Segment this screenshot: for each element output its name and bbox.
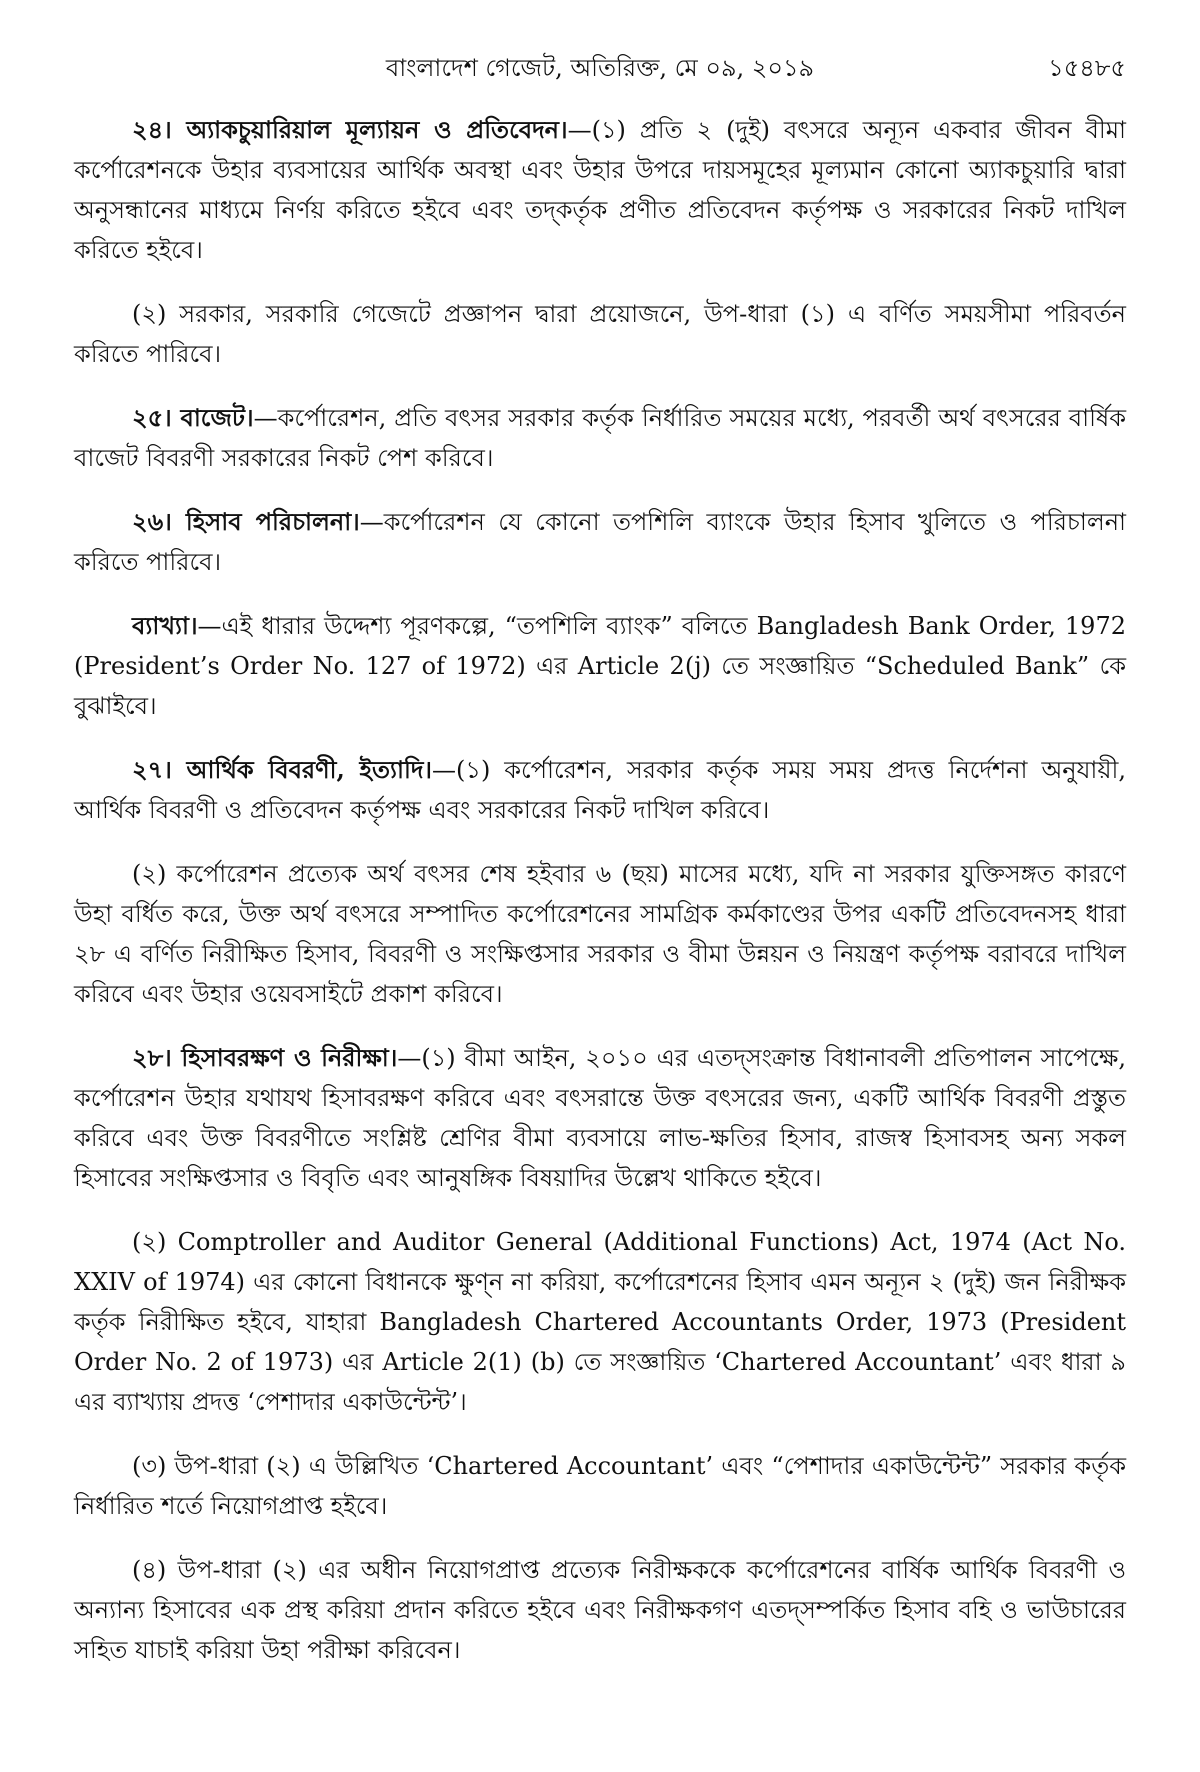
section-26-paragraph — [74, 502, 1126, 582]
section-27-subsection-2 — [74, 854, 1126, 1014]
section-28-subsection-4 — [74, 1550, 1126, 1670]
running-title: বাংলাদেশ গেজেট, অতিরিক্ত, মে ০৯, ২০১৯ — [385, 54, 815, 82]
explanation-heading: ব্যাখ্যা। — [132, 611, 198, 640]
section-28-subsection-4-text: (৪) উপ-ধারা (২) এর অধীন নিয়োগপ্রাপ্ত প্রত্যেক নিরীক্ষককে কর্পোরেশনের বার্ষিক আর্থিক বিবরণী ও অন্যান্য হিসাবের এক প্রস্থ করিয়া প্রদান করিতে হইবে এবং নিরীক্ষকগণ এতদ্‌সম্পর্কিত হিসাব বহি ও ভাউচারের সহিত যাচাই করিয়া উহা পরীক্ষা করিবেন। — [74, 1556, 1126, 1664]
section-27-subsection-2-text: (২) কর্পোরেশন প্রত্যেক অর্থ বৎসর শেষ হইবার ৬ (ছয়) মাসের মধ্যে, যদি না সরকার যুক্তিসঙ্গত কারণে উহা বর্ধিত করে, উক্ত অর্থ বৎসরে সম্পাদিত কর্পোরেশনের সামগ্রিক কর্মকাণ্ডের উপর একটি প্রতিবেদনসহ ধারা ২৮ এ বর্ণিত নিরীক্ষিত হিসাব, বিবরণী ও সংক্ষিপ্তসার সরকার ও বীমা উন্নয়ন ও নিয়ন্ত্রণ কর্তৃপক্ষ বরাবরে দাখিল করিবে এবং উহার ওয়েবসাইটে প্রকাশ করিবে। — [74, 860, 1126, 1008]
page-header — [74, 48, 1126, 88]
section-27-text: —(১) কর্পোরেশন, সরকার কর্তৃক সময় সময় প্রদত্ত নির্দেশনা অনুযায়ী, আর্থিক বিবরণী ও প্রতিবেদন কর্তৃপক্ষ এবং সরকারের নিকট দাখিল করিবে। — [74, 756, 1126, 824]
document-body — [74, 110, 1126, 1670]
section-28-subsection-2 — [74, 1222, 1126, 1422]
gazette-page — [74, 48, 1126, 1694]
section-27-paragraph — [74, 750, 1126, 830]
section-28-text: —(১) বীমা আইন, ২০১০ এর এতদ্‌সংক্রান্ত বিধানাবলী প্রতিপালন সাপেক্ষে, কর্পোরেশন উহার যথাযথ হিসাবরক্ষণ করিবে এবং বৎসরান্তে উক্ত বৎসরের জন্য, একটি আর্থিক বিবরণী প্রস্তুত করিবে এবং উক্ত বিবরণীতে সংশ্লিষ্ট শ্রেণির বীমা ব্যবসায়ে লাভ-ক্ষতির হিসাব, রাজস্ব হিসাবসহ অন্য সকল হিসাবের সংক্ষিপ্তসার ও বিবৃতি এবং আনুষঙ্গিক বিষয়াদির উল্লেখ থাকিতে হইবে। — [74, 1044, 1126, 1192]
section-24-text: —(১) প্রতি ২ (দুই) বৎসরে অন্যূন একবার জীবন বীমা কর্পোরেশনকে উহার ব্যবসায়ের আর্থিক অবস্থা এবং উহার উপরে দায়সমূহের মূল্যমান কোনো অ্যাকচুয়ারি দ্বারা অনুসন্ধানের মাধ্যমে নির্ণয় করিতে হইবে এবং তদ্‌কর্তৃক প্রণীত প্রতিবেদন কর্তৃপক্ষ ও সরকারের নিকট দাখিল করিতে হইবে। — [74, 116, 1127, 264]
section-24-paragraph — [74, 110, 1126, 270]
section-28-paragraph — [74, 1038, 1126, 1198]
explanation-text: —এই ধারার উদ্দেশ্য পূরণকল্পে, “তপশিলি ব্যাংক” বলিতে Bangladesh Bank Order, 1972 (President’s Order No. 127 of 1972) এর Article 2(j) তে সংজ্ঞায়িত “Scheduled Bank” কে বুঝাইবে। — [74, 612, 1126, 720]
section-26-text: —কর্পোরেশন যে কোনো তপশিলি ব্যাংকে উহার হিসাব খুলিতে ও পরিচালনা করিতে পারিবে। — [74, 508, 1126, 576]
section-28-heading: ২৮। হিসাবরক্ষণ ও নিরীক্ষা। — [132, 1043, 398, 1072]
section-26-explanation — [74, 606, 1126, 726]
section-28-subsection-3-text: (৩) উপ-ধারা (২) এ উল্লিখিত ‘Chartered Accountant’ এবং “পেশাদার একাউন্টেন্ট” সরকার কর্তৃক নির্ধারিত শর্তে নিয়োগপ্রাপ্ত হইবে। — [74, 1452, 1126, 1520]
section-25-text: —কর্পোরেশন, প্রতি বৎসর সরকার কর্তৃক নির্ধারিত সময়ের মধ্যে, পরবর্তী অর্থ বৎসরের বার্ষিক বাজেট বিবরণী সরকারের নিকট পেশ করিবে। — [74, 404, 1126, 472]
section-27-heading: ২৭। আর্থিক বিবরণী, ইত্যাদি। — [132, 755, 433, 784]
section-28-subsection-3 — [74, 1446, 1126, 1526]
section-25-heading: ২৫। বাজেট। — [132, 403, 254, 432]
section-25-paragraph — [74, 398, 1126, 478]
section-28-subsection-2-text: (২) Comptroller and Auditor General (Additional Functions) Act, 1974 (Act No. XXIV of 1974) এর কোনো বিধানকে ক্ষুণ্ন না করিয়া, কর্পোরেশনের হিসাব এমন অন্যূন ২ (দুই) জন নিরীক্ষক কর্তৃক নিরীক্ষিত হইবে, যাহারা Bangladesh Chartered Accountants Order, 1973 (President Order No. 2 of 1973) এর Article 2(1) (b) তে সংজ্ঞায়িত ‘Chartered Accountant’ এবং ধারা ৯ এর ব্যাখ্যায় প্রদত্ত ‘পেশাদার একাউন্টেন্ট’। — [74, 1228, 1126, 1416]
section-24-subsection-2-text: (২) সরকার, সরকারি গেজেটে প্রজ্ঞাপন দ্বারা প্রয়োজনে, উপ-ধারা (১) এ বর্ণিত সময়সীমা পরিবর্তন করিতে পারিবে। — [74, 300, 1126, 368]
section-24-heading: ২৪। অ্যাকচুয়ারিয়াল মূল্যায়ন ও প্রতিবেদন। — [132, 115, 568, 144]
page-number: ১৫৪৮৫ — [1048, 54, 1126, 82]
section-24-subsection-2 — [74, 294, 1126, 374]
section-26-heading: ২৬। হিসাব পরিচালনা। — [132, 507, 360, 536]
